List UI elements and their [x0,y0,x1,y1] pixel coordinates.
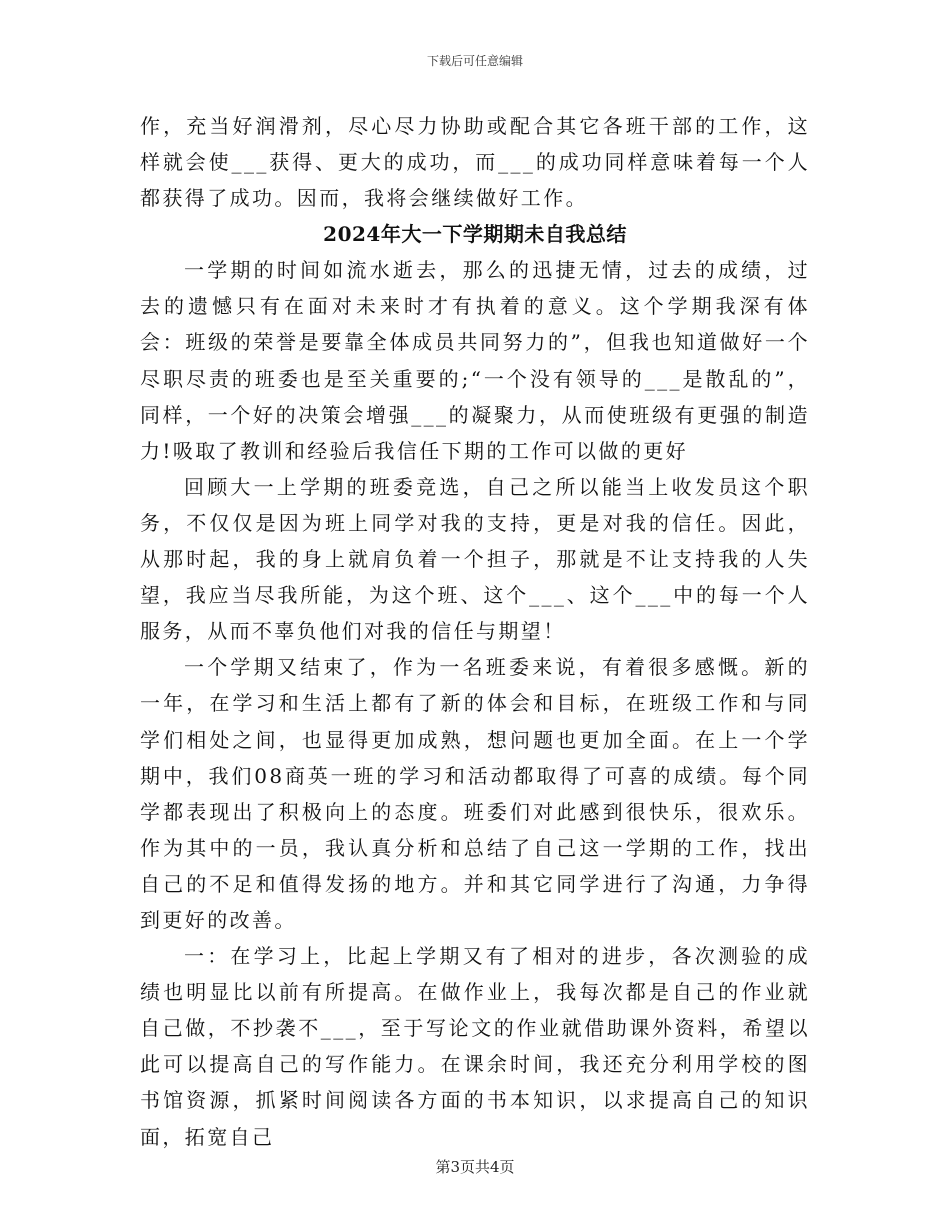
document-title: 2024年大一下学期期未自我总结 [323,222,627,247]
paragraph-continued: 作，充当好润滑剂，尽心尽力协助或配合其它各班干部的工作，这样就会使___获得、更大的成功，而___的成功同样意味着每一个人都获得了成功。因而，我将会继续做好工作。 [140,114,810,211]
paragraph-review: 回顾大一上学期的班委竞选，自己之所以能当上收发员这个职务，不仅仅是因为班上同学对我的支持，更是对我的信任。因此，从那时起，我的身上就肩负着一个担子，那就是不让支持我的人失望，我应当尽我所能，为这个班、这个___、这个___中的每一个人服务，从而不辜负他们对我的信任与期望！ [140,474,810,644]
paragraph-semester: 一个学期又结束了，作为一名班委来说，有着很多感慨。新的一年，在学习和生活上都有了新的体会和目标，在班级工作和与同学们相处之间，也显得更加成熟，想问题也更加全面。在上一个学期中，我们08商英一班的学习和活动都取得了可喜的成绩。每个同学都表现出了积极向上的态度。班委们对此感到很快乐，很欢乐。作为其中的一员，我认真分析和总结了自己这一学期的工作，找出自己的不足和值得发扬的地方。并和其它同学进行了沟通，力争得到更好的改善。 [140,655,810,932]
paragraph-study: 一：在学习上，比起上学期又有了相对的进步，各次测验的成绩也明显比以前有所提高。在做作业上，我每次都是自己的作业就自己做，不抄袭不___，至于写论文的作业就借助课外资料，希望以此可以提高自己的写作能力。在课余时间，我还充分利用学校的图书馆资源，抓紧时间阅读各方面的书本知识，以求提高自己的知识面，拓宽自己 [140,944,810,1149]
page-number: 第3页共4页 [435,1158,515,1176]
paragraph-intro: 一学期的时间如流水逝去，那么的迅捷无情，过去的成绩，过去的遗憾只有在面对未来时才有执着的意义。这个学期我深有体会：班级的荣誉是要靠全体成员共同努力的”，但我也知道做好一个尽职尽责的班委也是至关重要的;“一个没有领导的___是散乱的”，同样，一个好的决策会增强___的凝聚力，从而使班级有更强的制造力!吸取了教训和经验后我信任下期的工作可以做的更好 [140,258,810,463]
page-header: 下载后可任意编辑 [426,54,523,68]
document-body [140,108,810,1155]
